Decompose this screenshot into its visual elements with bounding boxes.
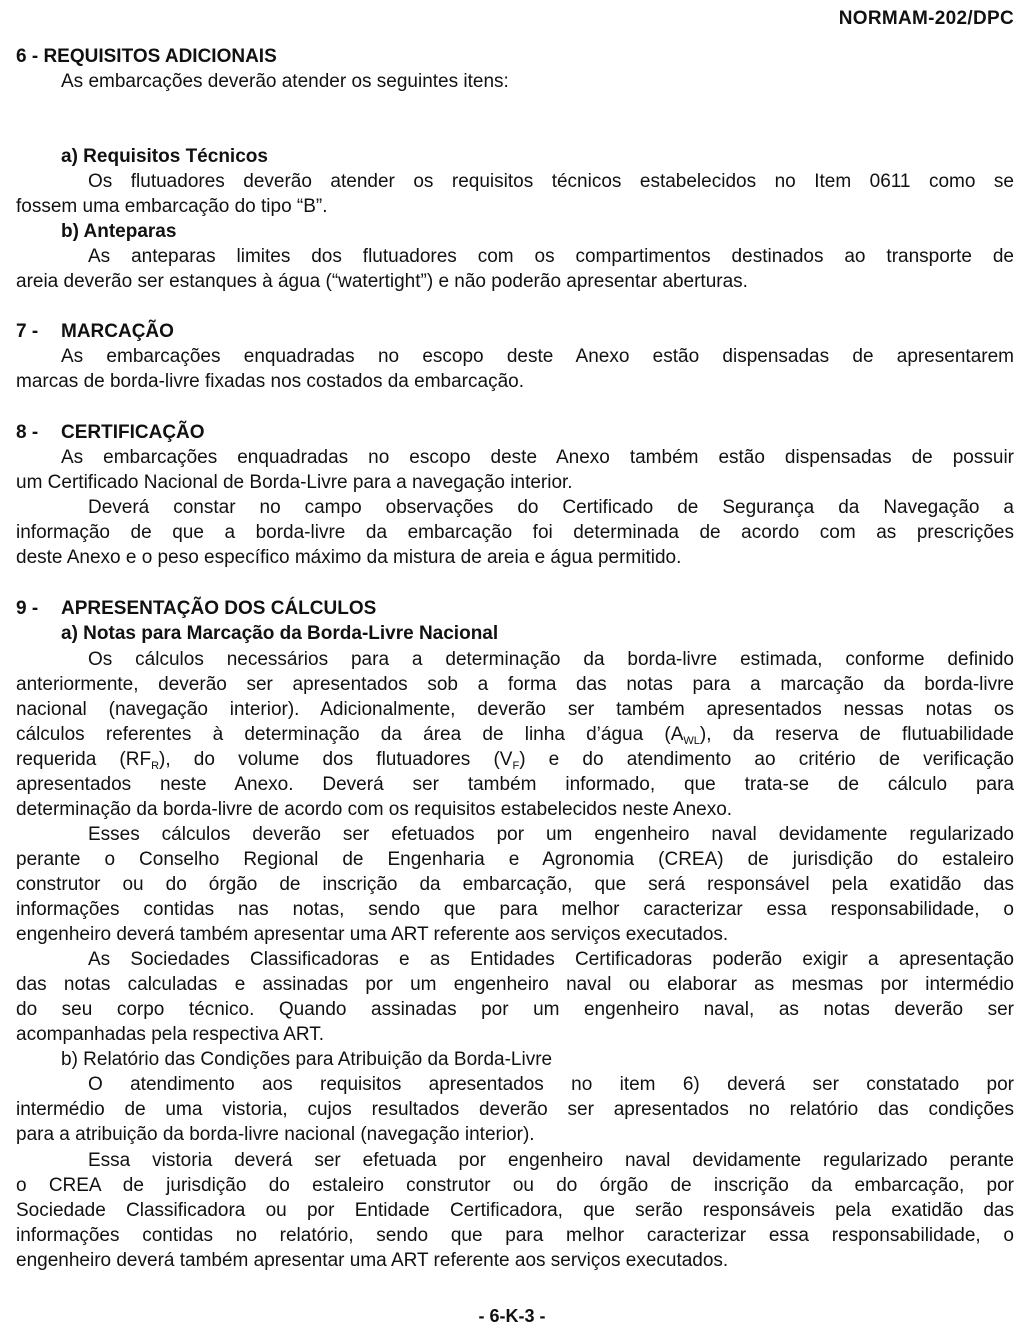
section-9-title: APRESENTAÇÃO DOS CÁLCULOS [61,598,377,619]
section-8-line: deste Anexo e o peso específico máximo da mistura de areia e água permitido. [16,547,682,568]
section-9-line: As Sociedades Classificadoras e as Entidades Certificadoras poderão exigir a apresentação [88,949,1014,970]
section-9-line: perante o Conselho Regional de Engenharia e Agronomia (CREA) de jurisdição do estaleiro [16,849,1014,870]
section-8-number: 8 - [16,422,39,443]
subscript: R [151,760,160,772]
section-9-number: 9 - [16,598,39,619]
subscript: F [512,760,520,772]
section-9b-title: b) Relatório das Condições para Atribuição da Borda-Livre [61,1049,553,1070]
section-9-line: apresentados neste Anexo. Deverá ser também informado, que trata-se de cálculo para [16,774,1014,795]
text-run: ) e do atendimento ao critério de verificação [519,749,1014,770]
section-9-line-awl [16,723,1014,747]
section-9-line: intermédio de uma vistoria, cujos resultados deverão ser apresentados no relatório das condições [16,1099,1014,1120]
section-6-intro: As embarcações deverão atender os seguintes itens: [61,71,509,92]
section-9-line-rf-vf [16,748,1014,772]
text-run: ), da reserva de flutuabilidade [699,724,1014,745]
section-9-line: construtor ou do órgão de inscrição da embarcação, que será responsável pela exatidão das [16,874,1014,895]
section-9-line: Os cálculos necessários para a determinação da borda-livre estimada, conforme definido [88,649,1014,670]
section-6a-line: fossem uma embarcação do tipo “B”. [16,196,328,217]
section-9-line: informações contidas nas notas, sendo que para melhor caracterizar essa responsabilidade, o [16,899,1014,920]
section-9-line: das notas calculadas e assinadas por um engenheiro naval ou elaborar as mesmas por intermédio [16,974,1014,995]
section-9-line: Sociedade Classificadora ou por Entidade Certificadora, que serão responsáveis pela exatidão das [16,1200,1014,1221]
section-9-line: Essa vistoria deverá ser efetuada por engenheiro naval devidamente regularizado perante [88,1150,1014,1171]
section-9-line: do seu corpo técnico. Quando assinadas por um engenheiro naval, as notas deverão ser [16,999,1014,1020]
section-6a-title: a) Requisitos Técnicos [61,146,268,167]
text-run: cálculos referentes à determinação da área de linha d’água (A [16,724,684,745]
section-7-line: marcas de borda-livre fixadas nos costados da embarcação. [16,371,524,392]
subscript: WL [683,735,700,747]
section-7-number: 7 - [16,321,39,342]
text-run: ), do volume dos flutuadores (V [159,749,513,770]
section-8-line: Deverá constar no campo observações do Certificado de Segurança da Navegação a [88,497,1014,518]
section-6-title: 6 - REQUISITOS ADICIONAIS [16,46,277,67]
section-8-line: um Certificado Nacional de Borda-Livre para a navegação interior. [16,472,573,493]
section-9a-title: a) Notas para Marcação da Borda-Livre Nacional [61,623,499,644]
section-9-line: engenheiro deverá também apresentar uma ART referente aos serviços executados. [16,1250,729,1271]
section-9-line: nacional (navegação interior). Adicionalmente, deverão ser também apresentados nessas notas os [16,699,1014,720]
section-8-line: As embarcações enquadradas no escopo deste Anexo também estão dispensadas de possuir [61,447,1014,468]
section-9-line: engenheiro deverá também apresentar uma ART referente aos serviços executados. [16,924,729,945]
section-9-line: anteriormente, deverão ser apresentados sob a forma das notas para a marcação da borda-livre [16,674,1014,695]
section-6b-line: As anteparas limites dos flutuadores com os compartimentos destinados ao transporte de [88,246,1014,267]
section-9-line: informações contidas no relatório, sendo que para melhor caracterizar essa responsabilidade, o [16,1225,1014,1246]
section-7-title: MARCAÇÃO [61,321,174,342]
section-9-line: acompanhadas pela respectiva ART. [16,1024,325,1045]
page-number: - 6-K-3 - [478,1306,546,1326]
section-9-line: para a atribuição da borda-livre nacional (navegação interior). [16,1124,535,1145]
section-8-line: informação de que a borda-livre da embarcação foi determinada de acordo com as prescrições [16,522,1014,543]
section-9-line: determinação da borda-livre de acordo com os requisitos estabelecidos neste Anexo. [16,799,733,820]
section-6b-line: areia deverão ser estanques à água (“watertight”) e não poderão apresentar aberturas. [16,271,748,292]
section-6a-line: Os flutuadores deverão atender os requisitos técnicos estabelecidos no Item 0611 como se [88,171,1014,192]
section-8-title: CERTIFICAÇÃO [61,422,205,443]
section-9-line: O atendimento aos requisitos apresentados no item 6) deverá ser constatado por [88,1074,1014,1095]
document-code: NORMAM-202/DPC [838,8,1014,29]
section-7-line: As embarcações enquadradas no escopo deste Anexo estão dispensadas de apresentarem [61,346,1014,367]
section-9-line: Esses cálculos deverão ser efetuados por um engenheiro naval devidamente regularizado [88,824,1014,845]
text-run: requerida (RF [16,749,152,770]
section-6b-title: b) Anteparas [61,221,177,242]
section-9-line: o CREA de jurisdição do estaleiro construtor ou do órgão de inscrição da embarcação, por [16,1175,1014,1196]
